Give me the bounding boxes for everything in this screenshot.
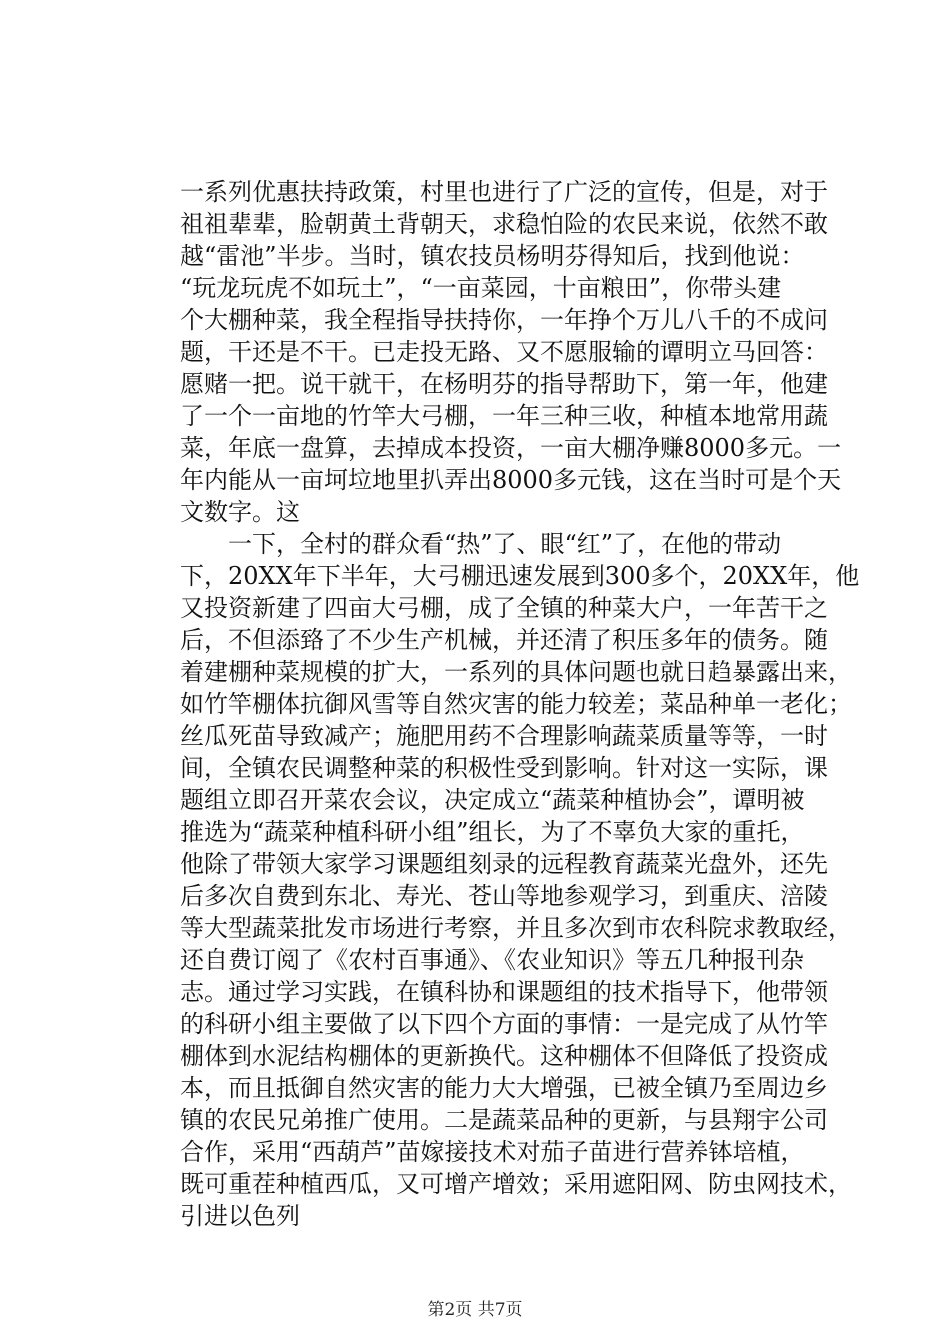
text-line: “玩龙玩虎不如玩土”，“一亩菜园，十亩粮田”，你带头建 (180, 274, 782, 302)
text-line: 题，干还是不干。已走投无路、又不愿服输的谭明立马回答： (180, 338, 828, 366)
text-line: 等大型蔬菜批发市场进行考察，并且多次到市农科院求教取经， (180, 914, 852, 942)
text-line: 菜，年底一盘算，去掉成本投资，一亩大棚净赚8000多元。一 (180, 434, 842, 462)
text-line: 愿赌一把。说干就干，在杨明芬的指导帮助下，第一年，他建 (180, 370, 828, 398)
text-line: 镇的农民兄弟推广使用。二是蔬菜品种的更新，与县翔宇公司 (180, 1106, 828, 1134)
text-line: 了一个一亩地的竹竿大弓棚，一年三种三收，种植本地常用蔬 (180, 402, 828, 430)
page-footer: 第2页 共7页 (427, 1300, 523, 1320)
text-line: 后，不但添臵了不少生产机械，并还清了积压多年的债务。随 (180, 626, 828, 654)
text-line: 一系列优惠扶持政策，村里也进行了广泛的宣传，但是，对于 (180, 178, 828, 206)
document-body (180, 176, 860, 1232)
text-line: 越“雷池”半步。当时，镇农技员杨明芬得知后，找到他说： (180, 242, 805, 270)
text-line: 又投资新建了四亩大弓棚，成了全镇的种菜大户，一年苦干之 (180, 594, 828, 622)
text-line: 年内能从一亩坷垃地里扒弄出8000多元钱，这在当时可是个天 (180, 466, 842, 494)
text-line: 一下，全村的群众看“热”了、眼“红”了，在他的带动 (180, 530, 782, 558)
text-line: 合作，采用“西葫芦”苗嫁接技术对茄子苗进行营养钵培植， (180, 1138, 805, 1166)
text-line: 后多次自费到东北、寿光、苍山等地参观学习，到重庆、涪陵 (180, 882, 828, 910)
text-line: 如竹竿棚体抗御风雪等自然灾害的能力较差；菜品种单一老化； (180, 690, 852, 718)
text-line: 间，全镇农民调整种菜的积极性受到影响。针对这一实际，课 (180, 754, 828, 782)
text-line: 志。通过学习实践，在镇科协和课题组的技术指导下，他带领 (180, 978, 828, 1006)
text-line: 着建棚种菜规模的扩大，一系列的具体问题也就日趋暴露出来， (180, 658, 852, 686)
text-line: 下，20XX年下半年，大弓棚迅速发展到300多个，20XX年，他 (180, 562, 860, 590)
text-line: 还自费订阅了《农村百事通》、《农业知识》等五几种报刊杂 (180, 946, 804, 974)
text-line: 推选为“蔬菜种植科研小组”组长，为了不辜负大家的重托， (180, 818, 805, 846)
text-line: 祖祖辈辈，脸朝黄土背朝天，求稳怕险的农民来说，依然不敢 (180, 210, 828, 238)
text-line: 的科研小组主要做了以下四个方面的事情：一是完成了从竹竿 (180, 1010, 828, 1038)
text-line: 本，而且抵御自然灾害的能力大大增强，已被全镇乃至周边乡 (180, 1074, 828, 1102)
text-line: 既可重茬种植西瓜，又可增产增效；采用遮阳网、防虫网技术， (180, 1170, 852, 1198)
text-line: 文数字。这 (180, 498, 300, 526)
text-line: 题组立即召开菜农会议，决定成立“蔬菜种植协会”，谭明被 (180, 786, 805, 814)
text-line: 丝瓜死苗导致减产；施肥用药不合理影响蔬菜质量等等，一时 (180, 722, 828, 750)
text-line: 引进以色列 (180, 1202, 300, 1230)
text-line: 他除了带领大家学习课题组刻录的远程教育蔬菜光盘外，还先 (180, 850, 828, 878)
text-line: 棚体到水泥结构棚体的更新换代。这种棚体不但降低了投资成 (180, 1042, 828, 1070)
text-line: 个大棚种菜，我全程指导扶持你，一年挣个万儿八千的不成问 (180, 306, 828, 334)
